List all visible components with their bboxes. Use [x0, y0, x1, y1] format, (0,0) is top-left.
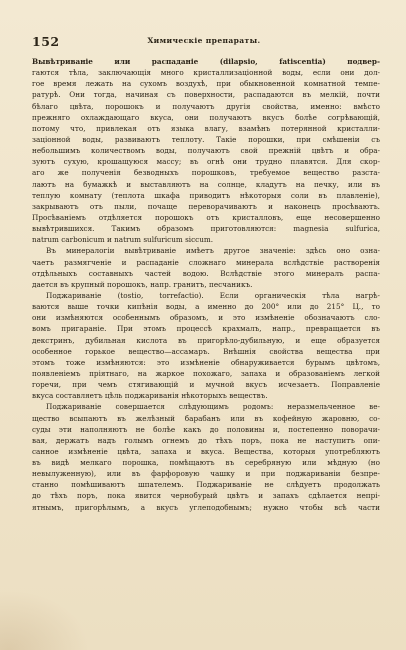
text-line: ваются выше точки кипѣнія воды, а именно до 200° или до 215° Ц., то	[32, 302, 380, 312]
text-line: natrum carbonicum и natrum sulfuricum siccum.	[32, 235, 214, 245]
text-line: невылуженную), или въ фарфоровую чашку и при поджариваніи безпре-	[32, 469, 380, 479]
text-line: потому что, привлекая отъ языка влагу, взамѣнъ потерянной кристалли-	[32, 123, 380, 133]
text-line: особенное горькое вещество—ассамаръ. Внѣшнія свойства вещества при	[32, 346, 380, 356]
text-line: санное измѣненіе цвѣта, запаха и вкуса. Вещества, которыя употребляютъ	[32, 446, 380, 456]
text-line: суды эти наполняютъ не болѣе какъ до половины и, постепенно поворачи-	[32, 424, 380, 434]
page-header	[32, 34, 376, 50]
text-line: вая, держатъ надъ голымъ огнемъ до тѣхъ поръ, пока не наступитъ опи-	[32, 435, 380, 445]
paper-stain	[0, 590, 90, 650]
text-line: Просѣваніемъ отдѣляется порошокъ отъ кристалловъ, еще несовершенно	[32, 212, 380, 222]
text-line: этомъ тоже измѣняются: это измѣненіе обнаруживается бурымъ цвѣтомъ,	[32, 357, 380, 367]
text-line: чаетъ размягченіе и распаданіе сложнаго минерала вслѣдствіе растворенія	[32, 257, 380, 267]
text-line: бѣлаго цвѣта, порошокъ и получаютъ другія свойства, именно: вмѣсто	[32, 101, 380, 111]
text-line: они измѣняются особеннымъ образомъ, и это измѣненіе обозначаютъ сло-	[32, 313, 380, 323]
text-line: дается въ крупный порошокъ, напр. гранитъ, песчаникъ.	[32, 279, 253, 289]
text-line: небольшимъ количествомъ воды, получаютъ свой прежній цвѣтъ и обра-	[32, 146, 380, 156]
text-line: вывѣтрившихся. Такимъ образомъ приготовляются: magnesia sulfurica,	[32, 224, 380, 234]
text-line: въ видѣ мелкаго порошка, помѣщаютъ въ серебряную или мѣдную (но	[32, 458, 380, 468]
text-line: вомъ пригараніе. При этомъ процессѣ крахмалъ, напр., превращается въ	[32, 324, 380, 334]
text-line: горечи, при чемъ стягивающій и мучной вкусъ исчезаетъ. Поправленіе	[32, 380, 380, 390]
text-line: до тѣхъ поръ, пока явится чернобурый цвѣтъ и запахъ сдѣлается непрі-	[32, 491, 380, 501]
text-line: заціонной воды, развиваютъ теплоту. Такіе порошки, при смѣшеніи съ	[32, 134, 380, 144]
text-line: ратурѣ. Они тогда, начиная съ поверхности, распадаются въ мелкій, почти	[32, 90, 380, 100]
text-line: закрываютъ отъ пыли, почаще переворачиваютъ и наконецъ просѣваютъ.	[32, 201, 380, 211]
text-line	[32, 513, 380, 524]
text-line: Въ минералогіи вывѣтриваніе имѣетъ другое значеніе: здѣсь оно озна-	[46, 246, 380, 256]
text-line: станно помѣшиваютъ шпателемъ. Поджариваніе не слѣдуетъ продолжать	[32, 480, 380, 490]
text-line: появленіемъ пріятнаго, на жаркое похожаго, запаха и образованіемъ легкой	[32, 368, 380, 378]
text-line: Поджариваніе совершается слѣдующимъ родомъ: неразмельченное ве-	[46, 402, 380, 412]
body-text	[32, 56, 380, 524]
text-line: гаются тѣла, заключающія много кристаллизаціонной воды, если они дол-	[32, 68, 380, 78]
text-line: Поджариваніе (tostio, torrefactio). Если органическія тѣла нагрѣ-	[46, 290, 380, 300]
text-line: зуютъ сухую, крошащуюся массу; въ огнѣ они трудно плавятся. Для скор-	[32, 157, 380, 167]
text-line: аго же полученія безводныхъ порошковъ, требуемое вещество разста-	[32, 168, 380, 178]
running-title: Химическіе препараты.	[147, 36, 261, 45]
text-line: гое время лежать на сухомъ воздухѣ, при обыкновенной комнатной темпе-	[32, 79, 380, 89]
text-line: вкуса составляетъ цѣль поджариванія нѣкоторыхъ веществъ.	[32, 391, 268, 401]
text-line: теплую комнату (теплота шкафа приводитъ нѣкоторыя соли въ плавленіе),	[32, 190, 380, 200]
text-line: Вывѣтриваніе или распаданіе (dilapsio, fatiscentia) подвер-	[32, 57, 380, 66]
text-line: ятнымъ, пригорѣлымъ, а вкусъ углеподобнымъ; нужно чтобы всѣ части	[32, 502, 380, 512]
text-line: прежняго охлаждающаго вкуса, они получаютъ вкусъ болѣе согрѣвающій,	[32, 112, 380, 122]
text-line: отдѣльныхъ составныхъ частей водою. Вслѣдствіе этого минералъ распа-	[32, 268, 380, 278]
text-line: лаютъ на бумажкѣ и выставляютъ на солнце, кладутъ на печку, или въ	[32, 179, 380, 189]
text-line: щество всыпаютъ въ желѣзный барабанъ или въ кофейную жаровню, со-	[32, 413, 380, 423]
text-line: декстринъ, дубильная кислота въ пригорѣло-дубильную, и еще образуется	[32, 335, 380, 345]
page-number: 152	[32, 34, 60, 49]
